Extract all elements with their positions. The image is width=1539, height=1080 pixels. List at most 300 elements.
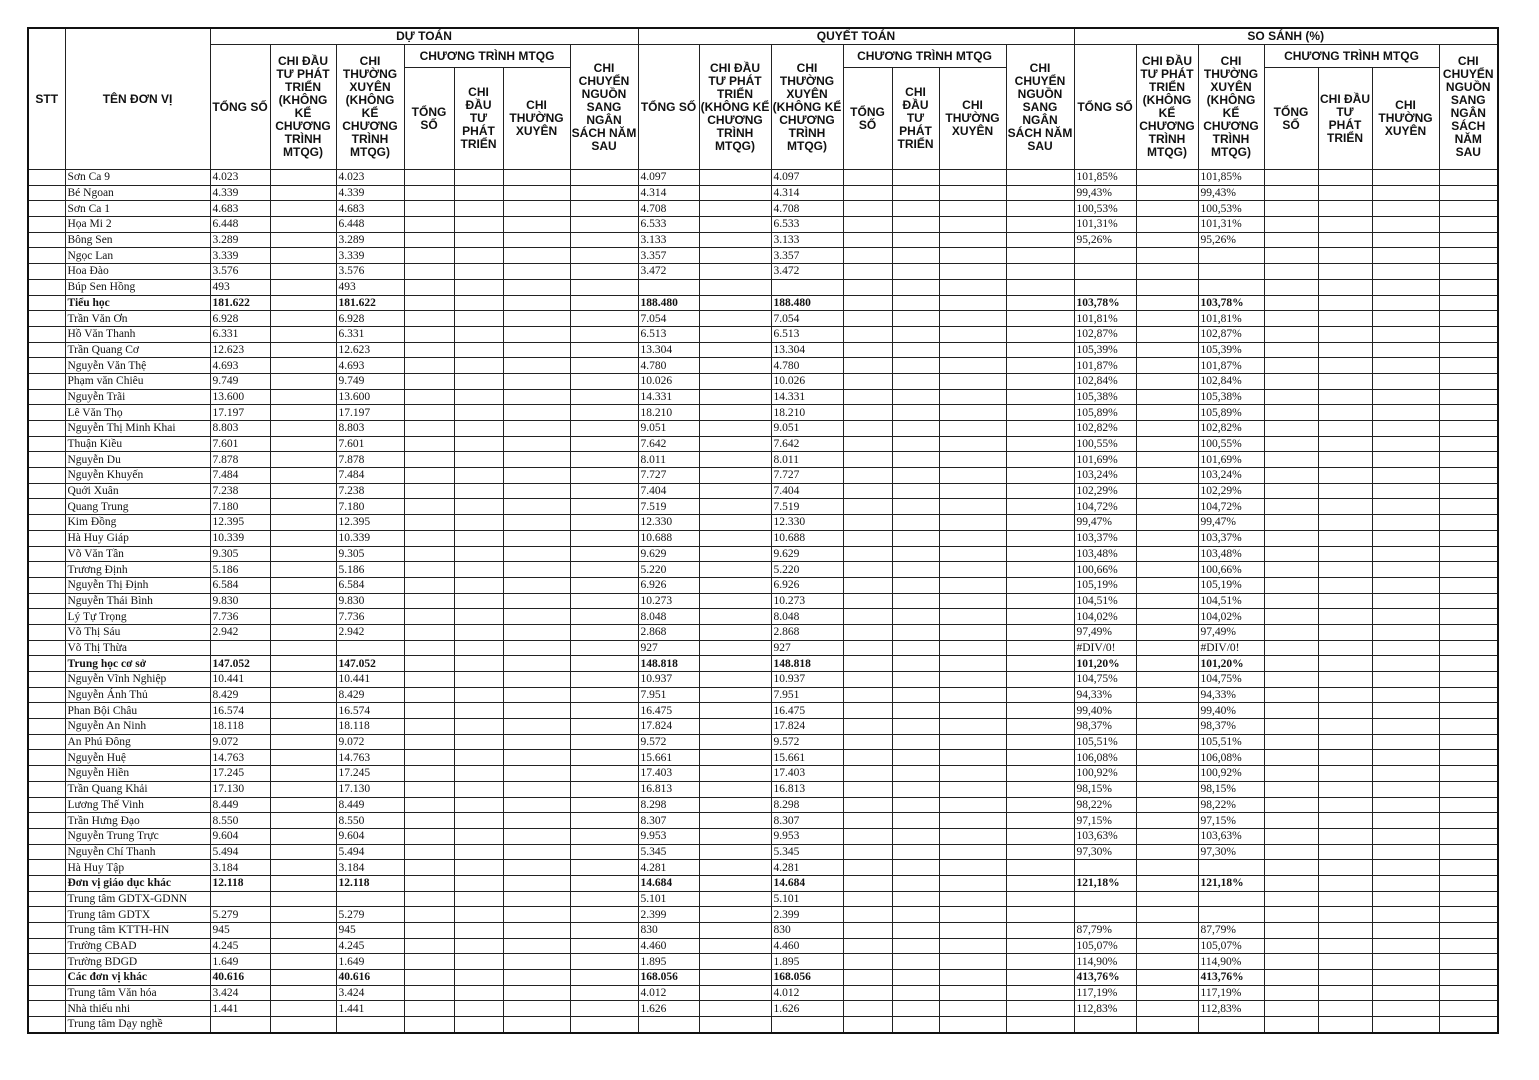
empty-cell xyxy=(570,687,638,703)
dt-tx-cell: 17.197 xyxy=(336,405,404,421)
empty-cell xyxy=(1439,593,1498,609)
empty-cell xyxy=(1372,201,1439,217)
empty-cell xyxy=(570,468,638,484)
ss-tx-cell: 105,51% xyxy=(1198,734,1264,750)
empty-cell xyxy=(454,687,503,703)
qt-tong-cell: 6.513 xyxy=(638,326,699,342)
stt-cell xyxy=(28,1017,65,1033)
unit-name-cell: Nguyễn Thái Bình xyxy=(65,593,210,609)
empty-cell xyxy=(404,985,454,1001)
empty-cell xyxy=(1264,499,1318,515)
empty-cell xyxy=(454,860,503,876)
empty-cell xyxy=(843,577,892,593)
empty-cell xyxy=(270,326,336,342)
ss-tong-cell: 117,19% xyxy=(1074,985,1136,1001)
empty-cell xyxy=(1372,938,1439,954)
dt-tong-cell: 945 xyxy=(210,923,270,939)
empty-cell xyxy=(1439,828,1498,844)
unit-name-cell: Trung tâm KTTH-HN xyxy=(65,923,210,939)
empty-cell xyxy=(454,970,503,986)
qt-mtqg-investment-header: CHI ĐẦU TƯ PHÁT TRIỂN xyxy=(892,68,939,170)
empty-cell xyxy=(699,421,771,437)
empty-cell xyxy=(892,907,939,923)
empty-cell xyxy=(699,1001,771,1017)
dt-tx-cell: 147.052 xyxy=(336,656,404,672)
empty-cell xyxy=(843,766,892,782)
empty-cell xyxy=(503,1017,570,1033)
empty-cell xyxy=(699,656,771,672)
stt-cell xyxy=(28,530,65,546)
empty-cell xyxy=(1318,970,1372,986)
empty-cell xyxy=(1264,311,1318,327)
empty-cell xyxy=(503,844,570,860)
empty-cell xyxy=(1264,672,1318,688)
empty-cell xyxy=(1136,373,1198,389)
empty-cell xyxy=(1372,405,1439,421)
dt-tong-cell: 7.484 xyxy=(210,468,270,484)
empty-cell xyxy=(1264,421,1318,437)
empty-cell xyxy=(404,687,454,703)
empty-cell xyxy=(843,985,892,1001)
empty-cell xyxy=(404,326,454,342)
empty-cell xyxy=(503,452,570,468)
empty-cell xyxy=(843,499,892,515)
ss-tong-cell xyxy=(1074,860,1136,876)
ss-mtqg-header: CHƯƠNG TRÌNH MTQG xyxy=(1264,45,1439,68)
empty-cell xyxy=(1136,311,1198,327)
empty-cell xyxy=(843,891,892,907)
empty-cell xyxy=(454,828,503,844)
empty-cell xyxy=(843,452,892,468)
ss-tong-cell: 98,22% xyxy=(1074,797,1136,813)
dt-tong-cell: 13.600 xyxy=(210,389,270,405)
ss-tong-cell xyxy=(1074,907,1136,923)
ss-tx-cell: 103,63% xyxy=(1198,828,1264,844)
qt-tong-cell: 10.688 xyxy=(638,530,699,546)
ss-tx-cell xyxy=(1198,907,1264,923)
dt-tong-cell: 8.429 xyxy=(210,687,270,703)
empty-cell xyxy=(570,970,638,986)
unit-name-cell: Nguyễn Thị Minh Khai xyxy=(65,421,210,437)
qt-tx-cell: 6.926 xyxy=(771,577,843,593)
ss-tong-cell: 105,51% xyxy=(1074,734,1136,750)
empty-cell xyxy=(939,954,1006,970)
empty-cell xyxy=(503,201,570,217)
empty-cell xyxy=(1318,468,1372,484)
empty-cell xyxy=(892,185,939,201)
empty-cell xyxy=(454,766,503,782)
empty-cell xyxy=(503,593,570,609)
empty-cell xyxy=(570,844,638,860)
qt-tx-cell: 2.399 xyxy=(771,907,843,923)
empty-cell xyxy=(1136,656,1198,672)
empty-cell xyxy=(1372,546,1439,562)
empty-cell xyxy=(270,750,336,766)
empty-cell xyxy=(1439,624,1498,640)
empty-cell xyxy=(939,593,1006,609)
unit-name-cell: Võ Thị Sáu xyxy=(65,624,210,640)
empty-cell xyxy=(570,781,638,797)
empty-cell xyxy=(939,405,1006,421)
stt-cell xyxy=(28,170,65,186)
empty-cell xyxy=(1264,828,1318,844)
qt-tong-cell: 9.051 xyxy=(638,421,699,437)
empty-cell xyxy=(404,609,454,625)
empty-cell xyxy=(939,938,1006,954)
empty-cell xyxy=(892,546,939,562)
empty-cell xyxy=(454,750,503,766)
empty-cell xyxy=(1372,1001,1439,1017)
table-row xyxy=(28,766,1498,782)
table-row xyxy=(28,844,1498,860)
empty-cell xyxy=(1318,546,1372,562)
empty-cell xyxy=(1136,734,1198,750)
empty-cell xyxy=(503,687,570,703)
empty-cell xyxy=(1372,624,1439,640)
empty-cell xyxy=(404,593,454,609)
empty-cell xyxy=(503,421,570,437)
empty-cell xyxy=(503,891,570,907)
empty-cell xyxy=(1372,358,1439,374)
qt-tx-cell: 7.404 xyxy=(771,483,843,499)
dt-tx-cell: 7.736 xyxy=(336,609,404,625)
empty-cell xyxy=(699,1017,771,1033)
empty-cell xyxy=(1006,766,1074,782)
qt-tong-cell: 4.708 xyxy=(638,201,699,217)
stt-cell xyxy=(28,562,65,578)
empty-cell xyxy=(1318,985,1372,1001)
dt-tong-cell: 8.803 xyxy=(210,421,270,437)
stt-cell xyxy=(28,609,65,625)
empty-cell xyxy=(939,687,1006,703)
empty-cell xyxy=(454,577,503,593)
qt-tx-cell: 4.281 xyxy=(771,860,843,876)
qt-mtqg-header: CHƯƠNG TRÌNH MTQG xyxy=(843,45,1006,68)
ss-tx-cell: 103,24% xyxy=(1198,468,1264,484)
empty-cell xyxy=(699,734,771,750)
empty-cell xyxy=(892,891,939,907)
empty-cell xyxy=(570,562,638,578)
ss-tong-cell: 102,87% xyxy=(1074,326,1136,342)
ss-tong-cell: 103,78% xyxy=(1074,295,1136,311)
qt-tx-cell: 12.330 xyxy=(771,515,843,531)
stt-cell xyxy=(28,232,65,248)
dt-tx-cell: 3.576 xyxy=(336,264,404,280)
unit-name-cell: Nguyễn Hiền xyxy=(65,766,210,782)
empty-cell xyxy=(699,499,771,515)
qt-tx-cell: 13.304 xyxy=(771,342,843,358)
qt-tong-cell xyxy=(638,1017,699,1033)
qt-tx-cell: 5.220 xyxy=(771,562,843,578)
empty-cell xyxy=(404,389,454,405)
empty-cell xyxy=(1006,656,1074,672)
qt-tx-cell: 8.011 xyxy=(771,452,843,468)
empty-cell xyxy=(570,546,638,562)
ss-tong-cell: 105,38% xyxy=(1074,389,1136,405)
empty-cell xyxy=(1136,609,1198,625)
empty-cell xyxy=(1136,640,1198,656)
empty-cell xyxy=(1264,217,1318,233)
empty-cell xyxy=(1136,326,1198,342)
empty-cell xyxy=(892,766,939,782)
empty-cell xyxy=(1439,577,1498,593)
table-row xyxy=(28,860,1498,876)
table-row xyxy=(28,985,1498,1001)
dt-carryover-header: CHI CHUYỂN NGUỒN SANG NGÂN SÁCH NĂM SAU xyxy=(570,45,638,170)
empty-cell xyxy=(1264,264,1318,280)
empty-cell xyxy=(570,1001,638,1017)
empty-cell xyxy=(503,813,570,829)
empty-cell xyxy=(892,483,939,499)
empty-cell xyxy=(1439,844,1498,860)
ss-tong-cell: 104,72% xyxy=(1074,499,1136,515)
empty-cell xyxy=(699,907,771,923)
empty-cell xyxy=(270,719,336,735)
empty-cell xyxy=(1372,217,1439,233)
unit-name-cell: Họa Mi 2 xyxy=(65,217,210,233)
stt-cell xyxy=(28,875,65,891)
empty-cell xyxy=(939,923,1006,939)
qt-tx-cell: 4.097 xyxy=(771,170,843,186)
empty-cell xyxy=(503,170,570,186)
empty-cell xyxy=(892,954,939,970)
empty-cell xyxy=(1372,311,1439,327)
empty-cell xyxy=(892,813,939,829)
empty-cell xyxy=(1318,358,1372,374)
empty-cell xyxy=(699,546,771,562)
empty-cell xyxy=(1006,201,1074,217)
dt-tong-cell: 181.622 xyxy=(210,295,270,311)
empty-cell xyxy=(1439,954,1498,970)
empty-cell xyxy=(939,1017,1006,1033)
empty-cell xyxy=(892,750,939,766)
ss-tong-cell: 98,37% xyxy=(1074,719,1136,735)
qt-tong-cell: 148.818 xyxy=(638,656,699,672)
dt-tx-cell: 945 xyxy=(336,923,404,939)
empty-cell xyxy=(454,452,503,468)
empty-cell xyxy=(1136,703,1198,719)
table-row xyxy=(28,1017,1498,1033)
empty-cell xyxy=(503,342,570,358)
stt-cell xyxy=(28,201,65,217)
empty-cell xyxy=(270,530,336,546)
empty-cell xyxy=(843,970,892,986)
ss-tx-cell: 100,66% xyxy=(1198,562,1264,578)
empty-cell xyxy=(1318,248,1372,264)
empty-cell xyxy=(404,577,454,593)
empty-cell xyxy=(454,515,503,531)
empty-cell xyxy=(454,609,503,625)
table-row xyxy=(28,185,1498,201)
empty-cell xyxy=(270,421,336,437)
empty-cell xyxy=(570,703,638,719)
qt-tx-cell: 8.298 xyxy=(771,797,843,813)
empty-cell xyxy=(1006,624,1074,640)
ss-tx-cell: #DIV/0! xyxy=(1198,640,1264,656)
ss-tong-cell: 97,49% xyxy=(1074,624,1136,640)
empty-cell xyxy=(1006,970,1074,986)
dt-tx-cell: 13.600 xyxy=(336,389,404,405)
dt-tong-cell: 4.339 xyxy=(210,185,270,201)
empty-cell xyxy=(570,656,638,672)
unit-name-cell: Nguyễn Vĩnh Nghiệp xyxy=(65,672,210,688)
empty-cell xyxy=(699,295,771,311)
stt-cell xyxy=(28,703,65,719)
empty-cell xyxy=(1372,468,1439,484)
empty-cell xyxy=(404,436,454,452)
empty-cell xyxy=(699,640,771,656)
empty-cell xyxy=(503,483,570,499)
empty-cell xyxy=(270,483,336,499)
quyet-toan-header: QUYẾT TOÁN xyxy=(638,28,1074,45)
empty-cell xyxy=(699,609,771,625)
ss-mtqg-recurrent-header: CHI THƯỜNG XUYÊN xyxy=(1372,68,1439,170)
dt-tong-cell: 493 xyxy=(210,279,270,295)
empty-cell xyxy=(1318,577,1372,593)
dt-tong-cell: 7.601 xyxy=(210,436,270,452)
stt-cell xyxy=(28,217,65,233)
empty-cell xyxy=(503,436,570,452)
empty-cell xyxy=(570,750,638,766)
empty-cell xyxy=(699,217,771,233)
empty-cell xyxy=(1264,530,1318,546)
empty-cell xyxy=(939,264,1006,280)
empty-cell xyxy=(892,562,939,578)
unit-name-cell: Nguyễn Khuyến xyxy=(65,468,210,484)
empty-cell xyxy=(1006,452,1074,468)
empty-cell xyxy=(503,766,570,782)
ss-tong-cell: 95,26% xyxy=(1074,232,1136,248)
dt-tong-cell: 9.830 xyxy=(210,593,270,609)
empty-cell xyxy=(892,295,939,311)
ss-tong-cell: 101,87% xyxy=(1074,358,1136,374)
empty-cell xyxy=(570,985,638,1001)
empty-cell xyxy=(1264,1001,1318,1017)
dt-tx-cell: 4.683 xyxy=(336,201,404,217)
empty-cell xyxy=(404,468,454,484)
empty-cell xyxy=(404,828,454,844)
empty-cell xyxy=(939,891,1006,907)
dt-tx-cell: 12.118 xyxy=(336,875,404,891)
dt-tx-cell: 5.279 xyxy=(336,907,404,923)
empty-cell xyxy=(454,358,503,374)
qt-tong-cell: 17.403 xyxy=(638,766,699,782)
empty-cell xyxy=(939,421,1006,437)
empty-cell xyxy=(1006,828,1074,844)
empty-cell xyxy=(1006,421,1074,437)
empty-cell xyxy=(1264,797,1318,813)
qt-tx-cell: 4.708 xyxy=(771,201,843,217)
empty-cell xyxy=(503,828,570,844)
empty-cell xyxy=(1372,389,1439,405)
empty-cell xyxy=(892,624,939,640)
empty-cell xyxy=(270,185,336,201)
empty-cell xyxy=(270,970,336,986)
empty-cell xyxy=(939,624,1006,640)
empty-cell xyxy=(570,954,638,970)
empty-cell xyxy=(1006,185,1074,201)
empty-cell xyxy=(270,577,336,593)
empty-cell xyxy=(892,405,939,421)
empty-cell xyxy=(1264,577,1318,593)
empty-cell xyxy=(1372,264,1439,280)
empty-cell xyxy=(939,248,1006,264)
empty-cell xyxy=(1136,264,1198,280)
dt-tong-cell: 10.441 xyxy=(210,672,270,688)
empty-cell xyxy=(1439,546,1498,562)
ss-tx-cell: 87,79% xyxy=(1198,923,1264,939)
empty-cell xyxy=(939,326,1006,342)
empty-cell xyxy=(270,766,336,782)
empty-cell xyxy=(892,1001,939,1017)
qt-tx-cell: 18.210 xyxy=(771,405,843,421)
stt-cell xyxy=(28,797,65,813)
empty-cell xyxy=(454,311,503,327)
qt-tx-cell: 3.357 xyxy=(771,248,843,264)
empty-cell xyxy=(1136,436,1198,452)
qt-tong-cell: 5.101 xyxy=(638,891,699,907)
ss-tong-cell: 104,75% xyxy=(1074,672,1136,688)
empty-cell xyxy=(570,279,638,295)
empty-cell xyxy=(570,421,638,437)
empty-cell xyxy=(699,452,771,468)
empty-cell xyxy=(454,483,503,499)
empty-cell xyxy=(939,672,1006,688)
empty-cell xyxy=(503,326,570,342)
empty-cell xyxy=(1318,530,1372,546)
qt-tx-cell: 4.314 xyxy=(771,185,843,201)
empty-cell xyxy=(570,326,638,342)
empty-cell xyxy=(1136,499,1198,515)
unit-name-cell: Quang Trung xyxy=(65,499,210,515)
empty-cell xyxy=(1439,907,1498,923)
empty-cell xyxy=(699,923,771,939)
empty-cell xyxy=(503,311,570,327)
stt-cell xyxy=(28,185,65,201)
dt-tong-cell: 6.448 xyxy=(210,217,270,233)
dt-tx-cell: 10.441 xyxy=(336,672,404,688)
empty-cell xyxy=(404,640,454,656)
stt-cell xyxy=(28,985,65,1001)
empty-cell xyxy=(570,624,638,640)
qt-tx-cell: 7.054 xyxy=(771,311,843,327)
empty-cell xyxy=(570,1017,638,1033)
empty-cell xyxy=(699,624,771,640)
ss-tx-cell: 98,15% xyxy=(1198,781,1264,797)
empty-cell xyxy=(939,562,1006,578)
empty-cell xyxy=(699,813,771,829)
empty-cell xyxy=(270,624,336,640)
empty-cell xyxy=(843,530,892,546)
empty-cell xyxy=(1439,248,1498,264)
empty-cell xyxy=(1372,891,1439,907)
empty-cell xyxy=(454,185,503,201)
ss-tong-cell: 94,33% xyxy=(1074,687,1136,703)
qt-tong-cell: 14.331 xyxy=(638,389,699,405)
qt-tong-cell: 3.472 xyxy=(638,264,699,280)
empty-cell xyxy=(843,719,892,735)
ss-tong-cell: 103,24% xyxy=(1074,468,1136,484)
empty-cell xyxy=(503,248,570,264)
table-row xyxy=(28,672,1498,688)
empty-cell xyxy=(1006,468,1074,484)
unit-name-cell: Phạm văn Chiêu xyxy=(65,373,210,389)
empty-cell xyxy=(454,295,503,311)
empty-cell xyxy=(1318,656,1372,672)
unit-name-cell: Sơn Ca 1 xyxy=(65,201,210,217)
empty-cell xyxy=(1372,734,1439,750)
empty-cell xyxy=(1372,515,1439,531)
